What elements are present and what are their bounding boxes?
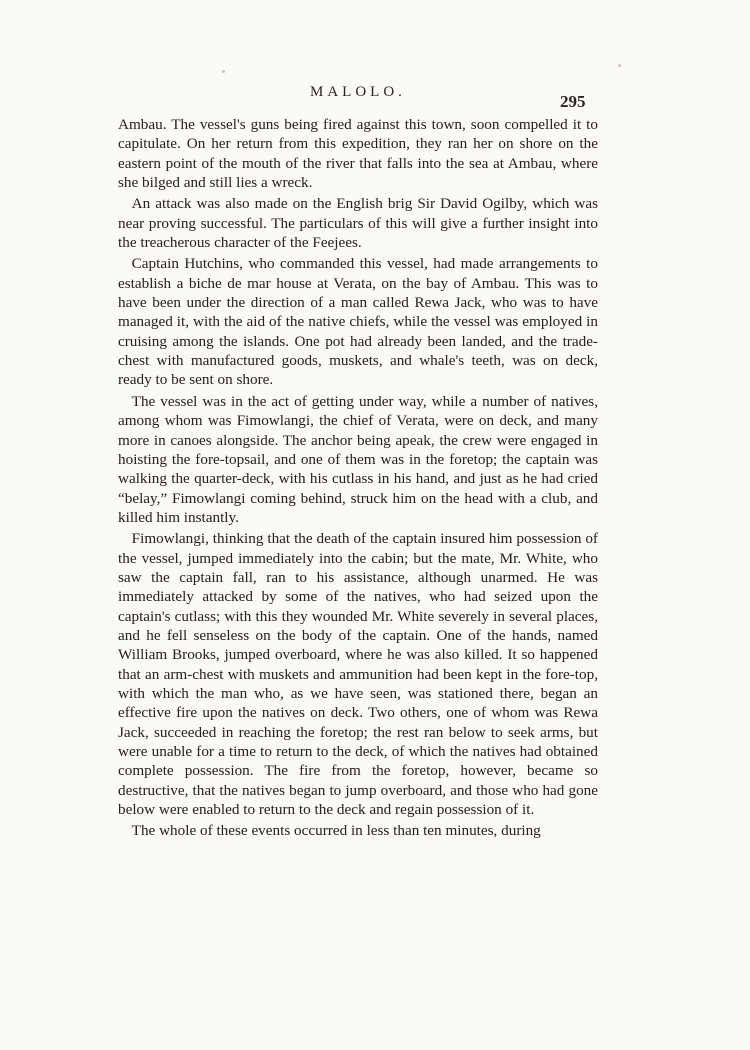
paper-speck xyxy=(618,64,621,67)
body-text xyxy=(118,115,598,841)
page-number: 295 xyxy=(560,92,586,111)
running-title: MALOLO. xyxy=(310,84,406,100)
paragraph: Ambau. The vessel's guns being fired against this town, soon compelled it to capitulate. On her return from this expedition, they ran her on shore on the eastern point of the mouth of the river that falls into the sea at Ambau, where she bilged and still lies a wreck. xyxy=(118,116,598,192)
paragraph: Fimowlangi, thinking that the death of the captain insured him possession of the vessel, jumped immediately into the cabin; but the mate, Mr. White, who saw the captain fall, ran to his assistance, although unarmed. He was immediately attacked by some of the natives, who had seized upon the captain's cutlass; with this they wounded Mr. White severely in several places, and he fell senseless on the body of the captain. One of the hands, named William Brooks, jumped overboard, where he was also killed. It so happened that an arm-chest with muskets and ammunition had been kept in the fore-top, with which the man who, as we have seen, was stationed there, began an effective fire upon the natives on deck. Two others, one of whom was Rewa Jack, succeeded in reaching the foretop; the rest ran below to seek arms, but were unable for a time to return to the deck, of which the natives had obtained complete possession. The fire from the foretop, however, became so destructive, that the natives began to jump overboard, and those who had gone below were enabled to return to the deck and regain possession of it. xyxy=(118,530,598,819)
paragraph: The vessel was in the act of getting under way, while a number of natives, among whom was Fimowlangi, the chief of Verata, were on deck, and many more in canoes alongside. The anchor being apeak, the crew were engaged in hoisting the fore-topsail, and one of them was in the foretop; the captain was walking the quarter-deck, with his cutlass in his hand, and just as he had cried “belay,” Fimowlangi coming behind, struck him on the head with a club, and killed him instantly. xyxy=(118,392,598,526)
paragraph: The whole of these events occurred in less than ten minutes, during xyxy=(131,822,541,840)
paragraph: An attack was also made on the English brig Sir David Ogilby, which was near proving successful. The particulars of this will give a further insight into the treacherous character of the Feejees. xyxy=(118,195,598,252)
paragraph: Captain Hutchins, who commanded this vessel, had made arrangements to establish a biche de mar house at Verata, on the bay of Ambau. This was to have been under the direction of a man called Rewa Jack, who was to have managed it, with the aid of the native chiefs, while the vessel was employed in cruising among the islands. One pot had already been landed, and the trade-chest with manufactured goods, muskets, and whale's teeth, was on deck, ready to be sent on shore. xyxy=(118,255,598,389)
paper-speck xyxy=(222,70,225,73)
